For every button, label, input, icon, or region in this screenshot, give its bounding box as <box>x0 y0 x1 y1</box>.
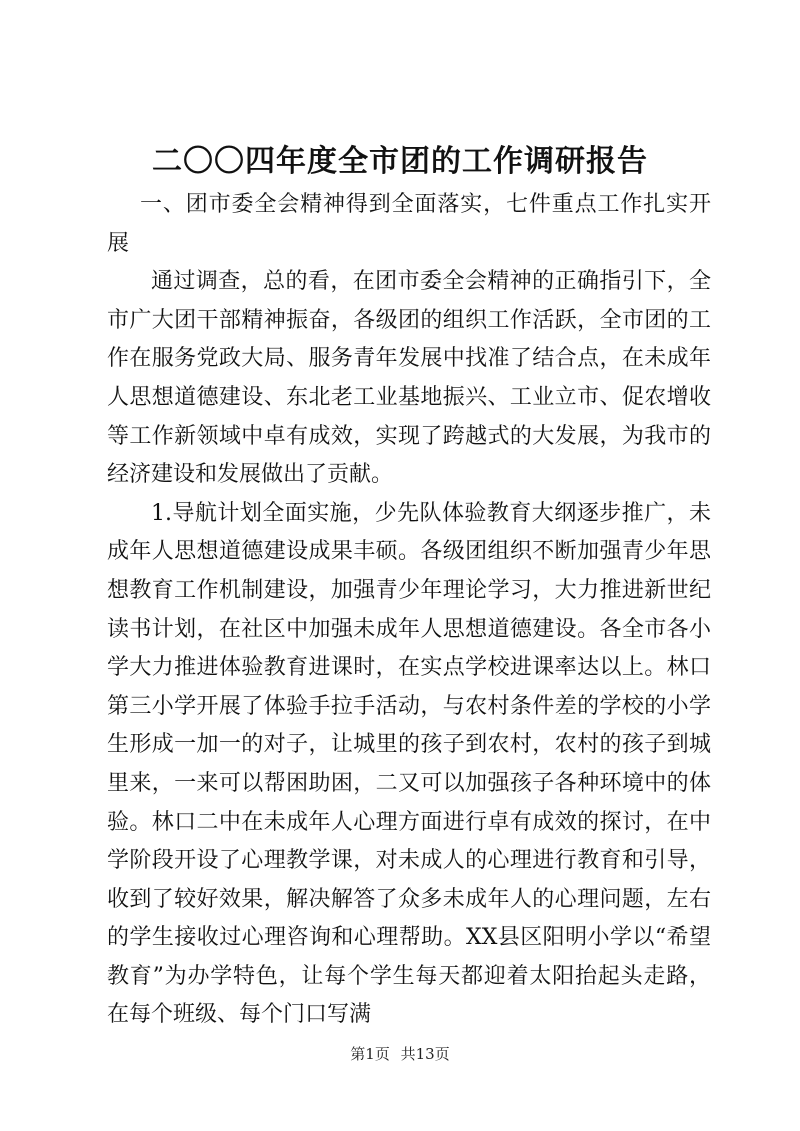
document-body <box>107 186 711 1035</box>
paragraph-overview: 通过调查，总的看，在团市委全会精神的正确指引下，全市广大团干部精神振奋，各级团的组织工作活跃，全市团的工作在服务党政大局、服务青年发展中找准了结合点，在未成年人思想道德建设、东北老工业基地振兴、工业立市、促农增收等工作新领域中卓有成效，实现了跨越式的大发展，为我市的经济建设和发展做出了贡献。 <box>107 269 711 488</box>
document-title: 二〇〇四年度全市团的工作调研报告 <box>152 144 648 179</box>
page-number: 第1页 <box>350 1045 390 1063</box>
section-heading: 一、团市委全会精神得到全面落实，七件重点工作扎实开展 <box>107 192 711 256</box>
total-pages: 共13页 <box>400 1045 450 1063</box>
paragraph-item-1: 1.导航计划全面实施，少先队体验教育大纲逐步推广，未成年人思想道德建设成果丰硕。各级团组织不断加强青少年思想教育工作机制建设，加强青少年理论学习，大力推进新世纪读书计划，在社区中加强未成年人思想道德建设。各全市各小学大力推进体验教育进课时，在实点学校进课率达以上。林口第三小学开展了体验手拉手活动，与农村条件差的学校的小学生形成一加一的对子，让城里的孩子到农村，农村的孩子到城里来，一来可以帮困助困，二又可以加强孩子各种环境中的体验。林口二中在未成年人心理方面进行卓有成效的探讨，在中学阶段开设了心理教学课，对未成人的心理进行教育和引导，收到了较好效果，解决解答了众多未成年人的心理问题，左右的学生接收过心理咨询和心理帮助。XX县区阳明小学以“希望教育”为办学特色，让每个学生每天都迎着太阳抬起头走路，在每个班级、每个门口写满 <box>107 500 711 1028</box>
page-footer <box>0 1044 800 1064</box>
